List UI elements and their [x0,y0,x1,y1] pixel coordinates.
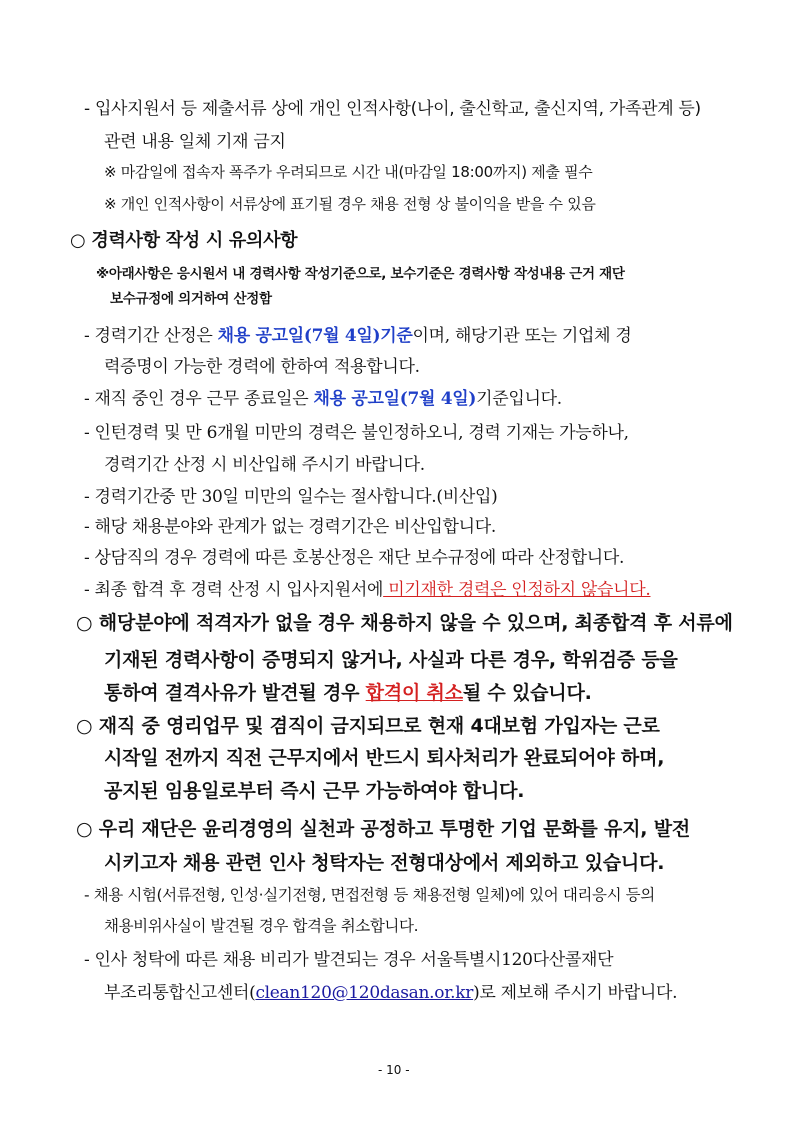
text-span: 부조리통합신고센터( [104,983,256,1003]
text-line [84,575,650,600]
text-line: 시작일 전까지 직전 근무지에서 반드시 퇴사처리가 완료되어야 하며, [104,747,665,769]
text-span: 기준입니다. [476,389,562,409]
note-line: ※ 마감일에 접속자 폭주가 우려되므로 시간 내(마감일 18:00까지) 제출 필수 [104,163,593,181]
page-number: - 10 - [378,1063,410,1077]
text-span: )로 제보해 주시기 바랍니다. [473,983,678,1003]
text-line: 기재된 경력사항이 증명되지 않거나, 사실과 다른 경우, 학위검증 등을 [104,649,678,671]
text-span: 통하여 결격사유가 발견될 경우 [104,682,366,704]
text-line: ○ 재직 중 영리업무 및 겸직이 금지되므로 현재 4대보험 가입자는 근로 [76,715,660,737]
note-line: ※ 개인 인적사항이 서류상에 표기될 경우 채용 전형 상 불이익을 받을 수 있음 [104,195,596,213]
text-span: 이며, 해당기관 또는 기업체 경 [412,326,632,346]
text-line: - 경력기간중 만 30일 미만의 일수는 절사합니다.(비산입) [84,487,498,507]
email-link[interactable]: clean120@120dasan.or.kr [255,983,474,1003]
text-line: 채용비위사실이 발견될 경우 합격을 취소합니다. [104,917,419,935]
emphasis-span: 미기재한 경력은 인정하지 않습니다. [383,580,651,600]
note-line: 보수규정에 의거하여 산정함 [110,291,272,307]
text-line: - 상담직의 경우 경력에 따른 호봉산정은 재단 보수규정에 따라 산정합니다. [84,548,625,568]
text-line: - 입사지원서 등 제출서류 상에 개인 인적사항(나이, 출신학교, 출신지역, 가족관계 등) [84,99,701,119]
text-line: - 인턴경력 및 만 6개월 미만의 경력은 불인정하오니, 경력 기재는 가능하나, [84,423,629,443]
emphasis-span: 합격이 취소 [365,682,463,704]
text-span: 될 수 있습니다. [462,682,592,704]
text-line [84,321,632,346]
text-line: - 인사 청탁에 따른 채용 비리가 발견되는 경우 서울특별시120다산콜재단 [84,950,614,970]
text-span: - 최종 합격 후 경력 산정 시 입사지원서에 [84,580,384,600]
text-line: 경력기간 산정 시 비산입해 주시기 바랍니다. [104,455,425,475]
section-heading: ○ 경력사항 작성 시 유의사항 [70,230,298,251]
text-span: - 재직 중인 경우 근무 종료일은 [84,389,314,409]
emphasis-span: 채용 공고일(7월 4일)기준 [217,326,413,346]
text-line [104,678,592,705]
text-span: - 경력기간 산정은 [84,326,218,346]
text-line: 시키고자 채용 관련 인사 청탁자는 전형대상에서 제외하고 있습니다. [104,852,665,874]
text-line: ○ 해당분야에 적격자가 없을 경우 채용하지 않을 수 있으며, 최종합격 후 서류에 [76,612,733,634]
emphasis-span: 채용 공고일(7월 4일) [313,389,477,409]
text-line: - 채용 시험(서류전형, 인성·실기전형, 면접전형 등 채용전형 일체)에 있어 대리응시 등의 [84,886,655,904]
text-line [104,978,677,1003]
text-line [84,384,562,409]
text-line: ○ 우리 재단은 윤리경영의 실천과 공정하고 투명한 기업 문화를 유지, 발전 [76,818,691,840]
text-line: 공지된 임용일로부터 즉시 근무 가능하여야 합니다. [104,780,525,802]
text-line: 력증명이 가능한 경력에 한하여 적용합니다. [104,357,420,377]
text-line: - 해당 채용분야와 관계가 없는 경력기간은 비산입합니다. [84,517,496,537]
text-line: 관련 내용 일체 기재 금지 [104,132,286,152]
note-line: ※아래사항은 응시원서 내 경력사항 작성기준으로, 보수기준은 경력사항 작성내용 근거 재단 [96,266,625,282]
